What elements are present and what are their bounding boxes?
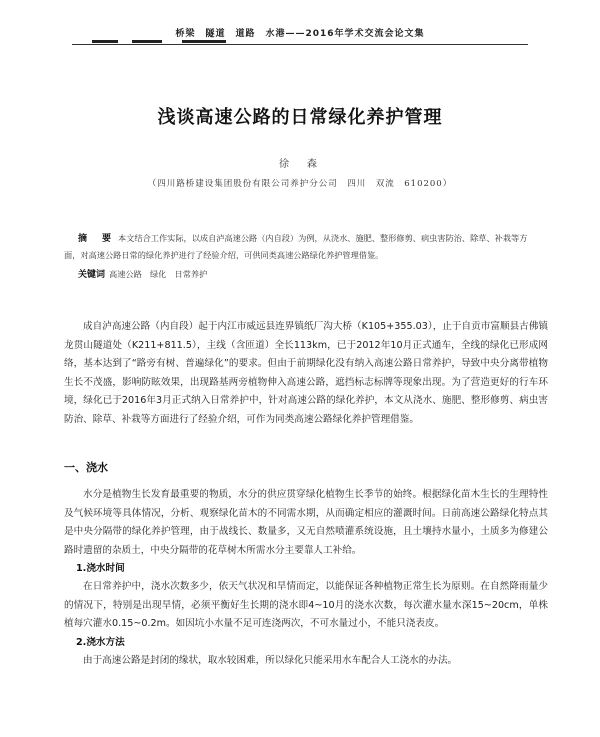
header-rule bbox=[72, 44, 528, 45]
paper-title: 浅谈高速公路的日常绿化养护管理 bbox=[157, 107, 443, 128]
keywords-label: 关键词 bbox=[78, 270, 106, 280]
keywords bbox=[64, 266, 540, 283]
subsection-watering-method-paragraph: 由于高速公路是封闭的缘状，取水较困难，所以绿化只能采用水车配合人工浇水的办法。 bbox=[83, 655, 458, 666]
subsection-heading-watering-method: 2.浇水方法 bbox=[76, 637, 125, 648]
intro-paragraph: 成自泸高速公路（内自段）起于内江市威远县连界镇纸厂沟大桥（K105+355.03），止于自贡市富顺县古佛镇龙贯山隧道处（K211+811.5），主线（含匝道）全长113km，已于2012年10月正式通车，全线的绿化已形成网络，基本达到了“路旁有树、普遍绿化”的要求。但由于前期绿化没有纳入高速公路日常养护，导致中央分离带植物生长不茂盛，影响防眩效果，出现路基两旁植物伸入高速公路，遮挡标志标牌等现象出现。为了营造更好的行车环境，绿化已于2016年3月正式纳入日常养护中，针对高速公路的绿化养护，本文从浇水、施肥、整形修剪、病虫害防治、除草、补栽等方面进行了经验介绍，可作为同类高速公路绿化养护管理借鉴。 bbox=[64, 321, 548, 425]
section-heading-watering: 一、浇水 bbox=[64, 461, 108, 474]
subsection-watering-time-paragraph: 在日常养护中，浇水次数多少，依天气状况和旱情而定，以能保证各种植物正常生长为原则。在自然降雨量少的情况下，特别是出现旱情，必须平衡好生长期的浇水即4~10月的浇水次数，每次灌水量水深15~20cm，单株植每穴灌水0.15~0.2m。如因坑小水量不足可连浇两次，不可水量过小，不能只浇表皮。 bbox=[64, 581, 548, 630]
abstract-text: 本文结合工作实际，以成自泸高速公路（内自段）为例，从浇水、施肥、整形修剪、病虫害防治、除草、补栽等方面，对高速公路日常的绿化养护进行了经验介绍，可供同类高速公路绿化养护管理借鉴。 bbox=[64, 233, 528, 260]
keywords-text: 高速公路 绿化 日常养护 bbox=[109, 269, 208, 279]
abstract-label: 摘 要 bbox=[78, 234, 115, 244]
abstract bbox=[64, 230, 540, 263]
author-affiliation: （四川路桥建设集团股份有限公司养护分公司 四川 双流 610200） bbox=[147, 179, 453, 189]
section-watering-paragraph: 水分是植物生长发育最重要的物质，水分的供应贯穿绿化植物生长季节的始终。根据绿化苗木生长的生理特性及气候环境等具体情况，分析、观察绿化苗木的不同需水期，从而确定相应的灌溉时间。日前高速公路绿化特点其是中央分隔带的绿化养护管理，由于战线长、数量多，又无自然喷灌系统设施，且土壤持水量小，土质多为修建公路时遗留的杂质土，中央分隔带的花草树木所需水分主要靠人工补给。 bbox=[64, 489, 548, 556]
author-name: 徐 森 bbox=[279, 159, 321, 170]
running-head: 桥梁 隧道 道路 水港——2016年学术交流会论文集 bbox=[175, 29, 425, 39]
subsection-heading-watering-time: 1.浇水时间 bbox=[76, 563, 125, 574]
